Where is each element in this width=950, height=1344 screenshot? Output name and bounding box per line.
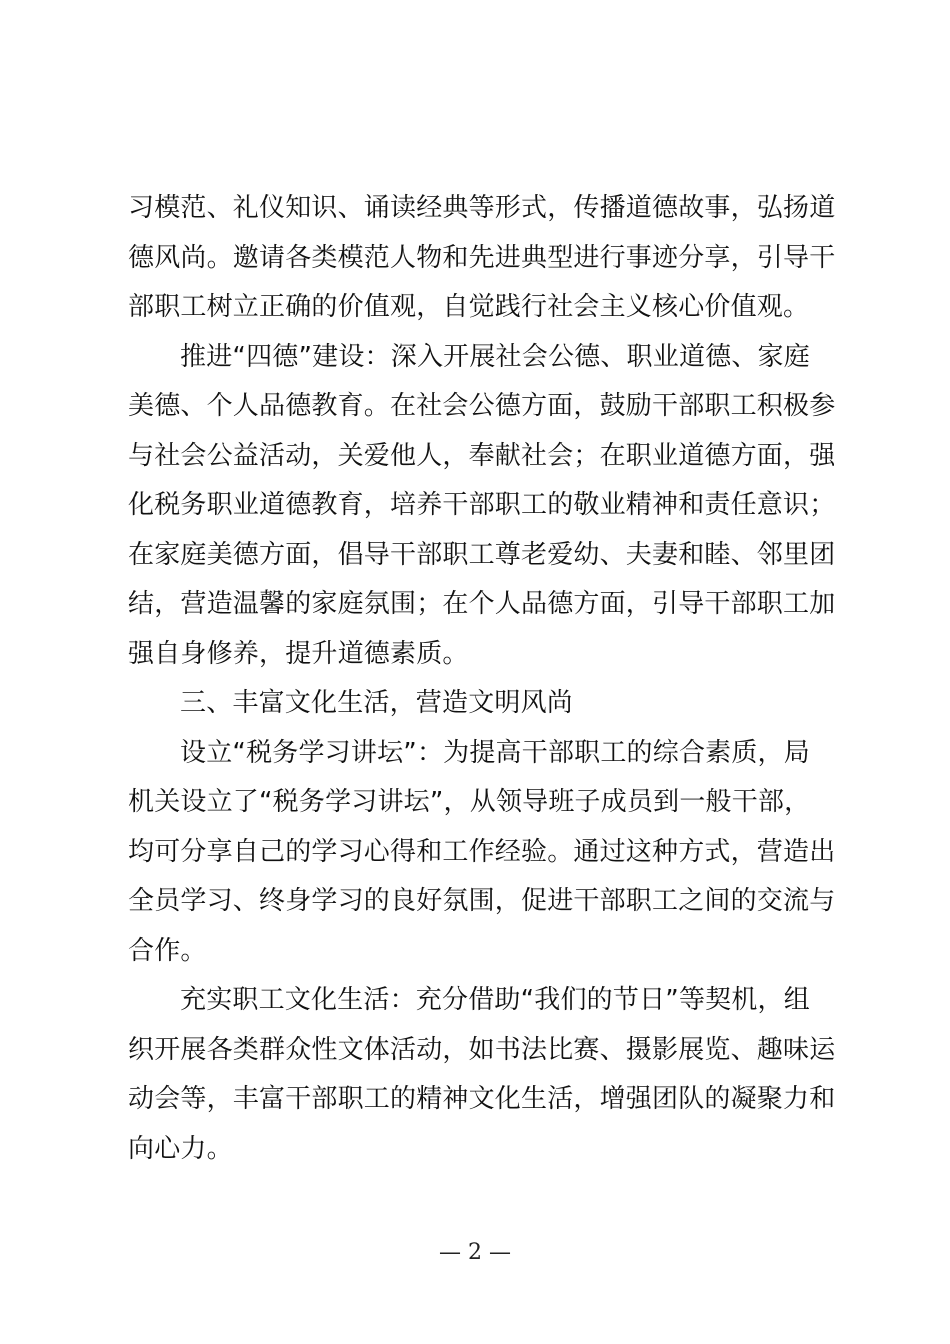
text-line: 美德、个人品德教育。在社会公德方面，鼓励干部职工积极参 <box>128 391 836 421</box>
text-line: 推进“四德”建设：深入开展社会公德、职业道德、家庭 <box>180 341 810 372</box>
text-line: 与社会公益活动，关爱他人，奉献社会；在职业道德方面，强 <box>128 440 836 471</box>
text-line: 机关设立了“税务学习讲坛”，从领导班子成员到一般干部， <box>128 787 811 817</box>
text-line: 设立“税务学习讲坛”：为提高干部职工的综合素质，局 <box>180 737 810 768</box>
text-line: 向心力。 <box>128 1133 233 1164</box>
text-line: 合作。 <box>128 935 207 966</box>
text-line: 均可分享自己的学习心得和工作经验。通过这种方式，营造出 <box>128 836 836 867</box>
text-line: 部职工树立正确的价值观，自觉践行社会主义核心价值观。 <box>128 292 810 322</box>
text-line: 在家庭美德方面，倡导干部职工尊老爱幼、夫妻和睦、邻里团 <box>128 539 836 570</box>
text-line: 结，营造温馨的家庭氛围；在个人品德方面，引导干部职工加 <box>128 589 836 619</box>
text-line: 强自身修养，提升道德素质。 <box>128 638 469 669</box>
text-line: 化税务职业道德教育，培养干部职工的敬业精神和责任意识； <box>128 490 836 520</box>
page-number: — 2 — <box>439 1240 511 1265</box>
body-text <box>128 184 836 1174</box>
text-line: 织开展各类群众性文体活动，如书法比赛、摄影展览、趣味运 <box>128 1034 836 1065</box>
text-line: 德风尚。邀请各类模范人物和先进典型进行事迹分享，引导干 <box>128 242 836 273</box>
text-line: 动会等，丰富干部职工的精神文化生活，增强团队的凝聚力和 <box>128 1084 836 1114</box>
text-line: 习模范、礼仪知识、诵读经典等形式，传播道德故事，弘扬道 <box>128 193 836 223</box>
text-line: 充实职工文化生活：充分借助“我们的节日”等契机，组 <box>180 985 810 1015</box>
text-line: 三、丰富文化生活，营造文明风尚 <box>180 688 574 718</box>
text-line: 全员学习、终身学习的良好氛围，促进干部职工之间的交流与 <box>128 886 836 916</box>
